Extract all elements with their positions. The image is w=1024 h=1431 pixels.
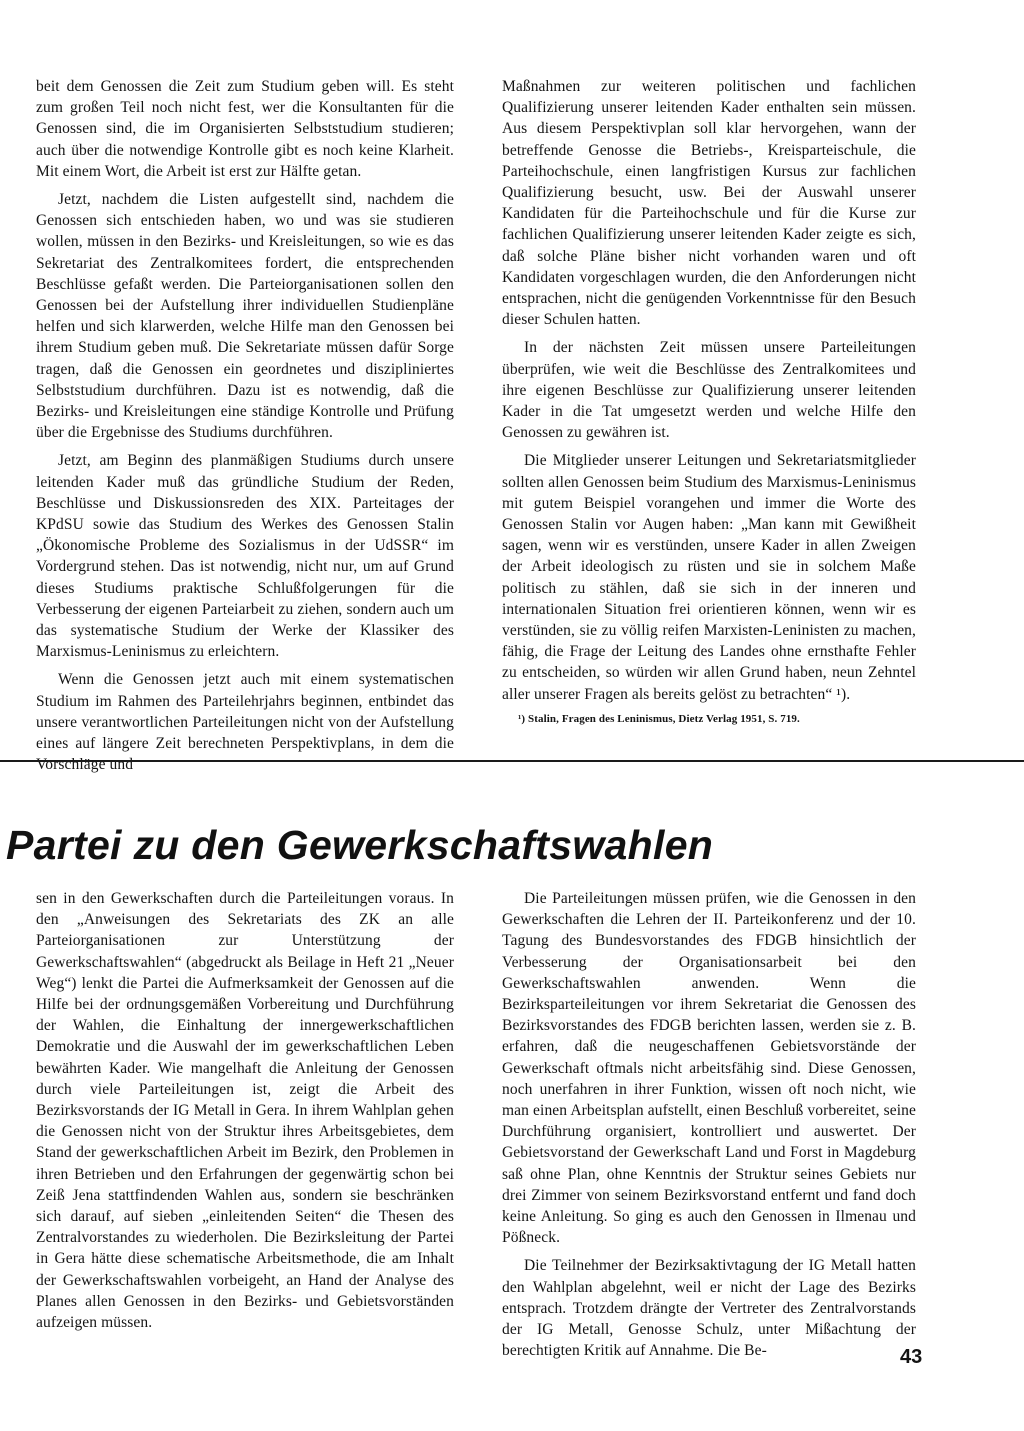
paragraph: beit dem Genossen die Zeit zum Studium geben will. Es steht zum großen Teil noch nicht fest, wer die Konsultanten für die Genossen sind, die im Organisierten Selbststudium studieren; auch über die notwendige Kontrolle gibt es noch keine Klarheit. Mit einem Wort, die Arbeit ist erst zur Hälfte getan. xyxy=(36,78,454,180)
paragraph: Maßnahmen zur weiteren politischen und fachlichen Qualifizierung unserer leitenden Kader enthalten sein müssen. Aus diesem Perspektivplan soll klar hervorgehen, wann der betreffende Genosse die Betriebs-, Kreisparteischule, die Parteihochschule, einen langfristigen Kursus zur fachlichen Qualifizierung besucht, usw. Bei der Auswahl unserer Kandidaten für die Parteihochschule und für die Kurse zur fachlichen Qualifizierung unserer leitenden Kader zeigte es sich, daß solche Pläne bisher nicht vorhanden waren und oft Kandidaten vorgeschlagen wurden, die den Anforderungen nicht entsprachen, nicht die genügenden Vorkenntnisse für den Besuch dieser Schulen hatten. xyxy=(502,78,916,329)
paragraph: In der nächsten Zeit müssen unsere Parteileitungen überprüfen, wie weit die Beschlüsse des Zentralkomitees und ihre eigenen Beschlüsse zur Qualifizierung unserer leitenden Kader in die Tat umgesetzt werden und welche Hilfe den Genossen zu gewähren ist. xyxy=(502,339,916,442)
paragraph: Jetzt, nachdem die Listen aufgestellt sind, nachdem die Genossen sich entschieden haben, wo und was sie studieren wollen, müssen in den Bezirks- und Kreisleitungen, so wie es das Sekretariat des Zentralkomitees fordert, die entsprechenden Beschlüsse gefaßt werden. Die Parteiorganisationen sollen den Genossen bei der Aufstellung ihrer individuellen Studienpläne helfen und sich klarwerden, welche Hilfe man den Genossen bei ihrem Studium geben muß. Die Sekretariate müssen dafür Sorge tragen, daß die Genossen ein geordnetes und diszipliniertes Selbststudium durchführen. Dazu ist es notwendig, daß die Bezirks- und Kreisleitungen eine ständige Kontrolle und Prüfung über die Ergebnisse des Studiums durchführen. xyxy=(36,191,454,442)
paragraph: sen in den Gewerkschaften durch die Parteileitungen voraus. In den „Anweisungen des Sekretariats des ZK an alle Parteiorganisationen zur Unterstützung der Gewerkschaftswahlen“ (abgedruckt als Beilage in Heft 21 „Neuer Weg“) lenkt die Partei die Aufmerksamkeit der Genossen auf die Hilfe bei der ordnungsgemäßen Vorbereitung und Durchführung der Wahlen, die Einhaltung der innergewerkschaftlichen Demokratie und die Auswahl der im gewerkschaftlichen Leben bewährten Kader. Wie mangelhaft die Anleitung der Genossen durch viele Parteileitungen ist, zeigt die Arbeit des Bezirksvorstands der IG Metall in Gera. In ihrem Wahlplan gehen die Genossen nicht von der Struktur ihres Arbeitsgebietes, dem Stand der gewerkschaftlichen Arbeit im Bezirk, den Problemen in ihren Betrieben und den Erfahrungen der gegenwärtig schon bei Zeiß Jena stattfindenden Wahlen aus, sondern sie beschränken sich darauf, auf sieben „einleitenden Seiten“ die Thesen des Zentralvorstandes zu wiederholen. Die Bezirksleitung der Partei in Gera hätte diese schematische Arbeitsmethode, die am Inhalt der Gewerkschaftswahlen vorbeigeht, an Hand der Analyse des Planes allen Genossen in den Bezirks- und Gebietsvorständen aufzeigen müssen. xyxy=(36,890,454,1332)
paragraph: Wenn die Genossen jetzt auch mit einem systematischen Studium im Rahmen des Parteilehrjahrs beginnen, entbindet das unsere verantwortlichen Parteileitungen nicht von der Aufstellung eines auf längere Zeit berechneten Perspektivplans, in dem die Vorschläge und xyxy=(36,671,454,774)
paragraph: Die Teilnehmer der Bezirksaktivtagung der IG Metall hatten den Wahlplan abgelehnt, weil er nicht der Lage des Bezirks entsprach. Trotzdem drängte der Vertreter des Zentralvorstands der IG Metall, Genosse Schulz, unter Mißachtung der berechtigten Kritik auf Annahme. Die Be- xyxy=(502,1257,916,1360)
bottom-right-column xyxy=(502,888,916,1368)
paragraph: Jetzt, am Beginn des planmäßigen Studiums durch unsere leitenden Kader muß das gründliche Studium der Reden, Beschlüsse und Diskussionsreden des XIX. Parteitages der KPdSU sowie das Studium des Werkes des Genossen Stalin „Ökonomische Probleme des Sozialismus in der UdSSR“ im Vordergrund stehen. Das ist notwendig, nicht nur, um auf Grund dieses Studiums praktische Schlußfolgerungen für die Verbesserung der eigenen Parteiarbeit zu ziehen, sondern auch um das systematische Studium der Werke der Klassiker des Marxismus-Leninismus zu erleichtern. xyxy=(36,452,454,661)
article-headline: Partei zu den Gewerkschaftswahlen xyxy=(6,822,714,868)
paragraph: Die Parteileitungen müssen prüfen, wie die Genossen in den Gewerkschaften die Lehren der II. Parteikonferenz und der 10. Tagung des Bundesvorstandes des FDGB hinsichtlich der Verbesserung der Organisationsarbeit bei den Gewerkschaftswahlen anwenden. Wenn die Bezirksparteileitungen vor ihrem Sekretariat die Genossen des Bezirksvorstandes des FDGB berichten lassen, werden sie z. B. erfahren, daß die neugeschaffenen Gebietsvorstände der Gewerkschaft oftmals nicht arbeitsfähig sind. Diese Genossen, noch unerfahren in ihrer Funktion, wissen oft noch nicht, wie man einen Arbeitsplan aufstellt, einen Beschluß vorbereitet, seine Durchführung organisiert, kontrolliert und auswertet. Der Gebietsvorstand der Gewerkschaft Land und Forst in Magdeburg saß ohne Plan, ohne Kenntnis der Struktur seines Gebiets nur drei Zimmer von seinem Bezirksvorstand entfernt und fand doch keine Anleitung. So ging es auch den Genossen in Ilmenau und Pößneck. xyxy=(502,890,916,1247)
section-divider xyxy=(0,760,1024,762)
footnote: ¹) Stalin, Fragen des Leninismus, Dietz Verlag 1951, S. 719. xyxy=(518,712,800,725)
top-left-column xyxy=(36,76,454,783)
top-right-column xyxy=(502,76,916,726)
paragraph: Die Mitglieder unserer Leitungen und Sekretariatsmitglieder sollten allen Genossen beim Studium des Marxismus-Leninismus mit gutem Beispiel vorangehen und immer die Worte des Genossen Stalin vor Augen haben: „Man kann mit Gewißheit sagen, wenn wir es verstünden, unsere Kader in allen Zweigen der Arbeit ideologisch zu rüsten und sie in solchem Maße politisch zu stählen, daß sie sich in der inneren und internationalen Situation frei orientieren können, wenn wir es verstünden, sie zu völlig reifen Marxisten-Leninisten zu machen, fähig, die Frage der Leitung des Landes ohne ernsthafte Fehler zu entscheiden, so würden wir allen Grund haben, neun Zehntel aller unserer Fragen als bereits gelöst zu betrachten“ ¹). xyxy=(502,452,916,703)
page-number: 43 xyxy=(900,1346,923,1368)
bottom-left-column xyxy=(36,888,454,1340)
